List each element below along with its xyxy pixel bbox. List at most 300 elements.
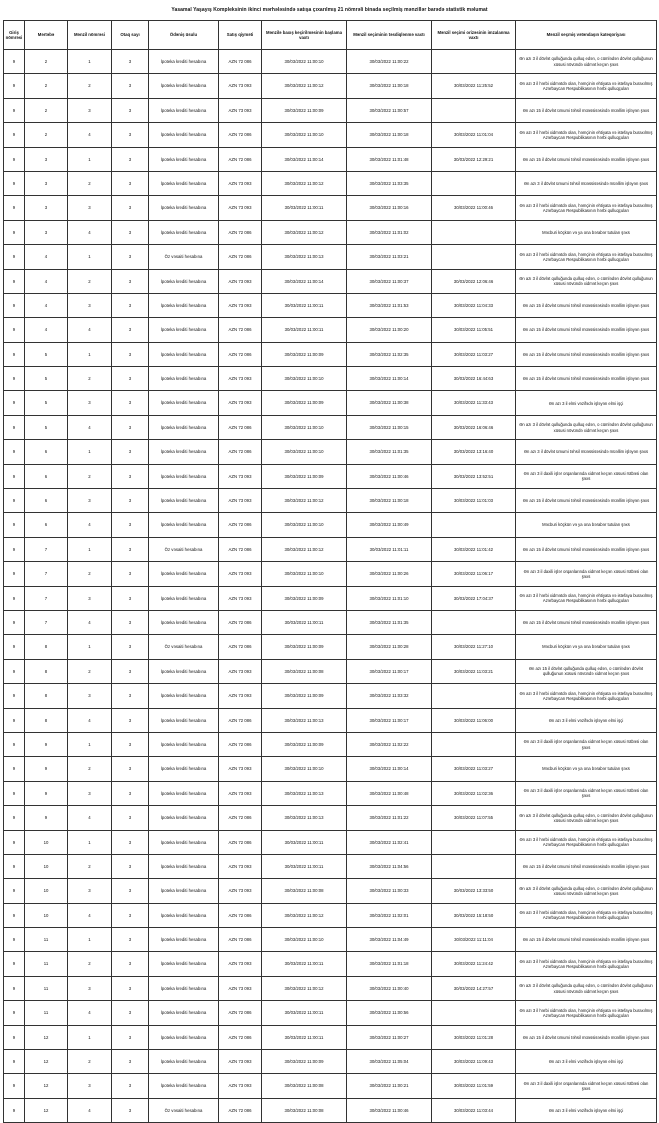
sale-price-cell: AZN 73 093 (219, 684, 262, 708)
room-count-cell: 3 (112, 513, 149, 537)
selection-confirmed-cell: 30/03/2022 11:00:48 (347, 781, 432, 805)
apartment-number-cell: 4 (68, 806, 112, 830)
viewing-start-cell: 30/03/2022 11:00:11 (262, 830, 347, 854)
citizen-category-cell: Ən azı 3 il dövlət ümumi təhsil müəssisəsində müəllim işləyən şəxs (516, 171, 657, 195)
room-count-cell: 3 (112, 74, 149, 98)
viewing-start-cell: 30/03/2022 11:00:09 (262, 464, 347, 488)
room-count-cell: 3 (112, 903, 149, 927)
application-signed-cell (432, 513, 516, 537)
table-row (4, 98, 657, 122)
selection-confirmed-cell: 30/03/2022 11:00:17 (347, 708, 432, 732)
selection-confirmed-cell: 30/03/2022 11:00:38 (347, 391, 432, 415)
table-row (4, 830, 657, 854)
apartment-number-cell: 2 (68, 171, 112, 195)
citizen-category-cell: Ən azı 3 il elmi vəzifədə işləyən elmi işçi (516, 1098, 657, 1122)
payment-method-cell: İpoteka krediti hesabına (149, 513, 219, 537)
viewing-start-cell: 30/03/2022 11:00:09 (262, 1050, 347, 1074)
table-row (4, 903, 657, 927)
selection-confirmed-cell: 30/03/2022 11:02:41 (347, 830, 432, 854)
room-count-cell: 3 (112, 1050, 149, 1074)
apartment-number-cell: 3 (68, 684, 112, 708)
application-signed-cell: 30/03/2022 11:01:28 (432, 1025, 516, 1049)
floor-cell: 10 (25, 854, 68, 878)
floor-cell: 7 (25, 537, 68, 561)
room-count-cell: 3 (112, 318, 149, 342)
viewing-start-cell: 30/03/2022 11:00:09 (262, 342, 347, 366)
selection-confirmed-cell: 30/03/2022 11:00:26 (347, 562, 432, 586)
table-row (4, 952, 657, 976)
apartment-number-cell: 2 (68, 659, 112, 683)
viewing-start-cell: 30/03/2022 11:00:13 (262, 781, 347, 805)
floor-cell: 8 (25, 684, 68, 708)
payment-method-cell: İpoteka krediti hesabına (149, 708, 219, 732)
table-row (4, 293, 657, 317)
sale-price-cell: AZN 73 093 (219, 976, 262, 1000)
floor-cell: 10 (25, 903, 68, 927)
viewing-start-cell: 30/03/2022 11:00:11 (262, 1001, 347, 1025)
floor-cell: 5 (25, 342, 68, 366)
viewing-start-cell: 30/03/2022 11:00:11 (262, 196, 347, 220)
citizen-category-cell: Ən azı 15 il dövlət ümumi təhsil müəssisəsində müəllim işləyən şəxs (516, 293, 657, 317)
citizen-category-cell: Ən azı 15 il dövlət ümumi təhsil müəssisəsində müəllim işləyən şəxs (516, 928, 657, 952)
room-count-cell: 3 (112, 732, 149, 756)
entrance-cell: 9 (4, 1025, 25, 1049)
selection-confirmed-cell: 30/03/2022 11:00:21 (347, 1074, 432, 1098)
table-row (4, 854, 657, 878)
room-count-cell: 3 (112, 293, 149, 317)
floor-cell: 4 (25, 318, 68, 342)
selection-confirmed-cell: 30/03/2022 11:00:18 (347, 74, 432, 98)
entrance-cell: 9 (4, 464, 25, 488)
room-count-cell: 3 (112, 415, 149, 439)
floor-cell: 3 (25, 171, 68, 195)
sale-price-cell: AZN 73 093 (219, 293, 262, 317)
room-count-cell: 3 (112, 171, 149, 195)
payment-method-cell: İpoteka krediti hesabına (149, 586, 219, 610)
payment-method-cell: İpoteka krediti hesabına (149, 196, 219, 220)
payment-method-cell: İpoteka krediti hesabına (149, 684, 219, 708)
viewing-start-cell: 30/03/2022 11:00:11 (262, 293, 347, 317)
sale-price-cell: AZN 72 086 (219, 1098, 262, 1122)
payment-method-cell: İpoteka krediti hesabına (149, 562, 219, 586)
apartment-number-cell: 2 (68, 854, 112, 878)
apartment-number-cell: 1 (68, 537, 112, 561)
selection-confirmed-cell: 30/03/2022 11:04:56 (347, 854, 432, 878)
selection-confirmed-cell: 30/03/2022 11:05:04 (347, 1050, 432, 1074)
header-entrance: Giriş nömrəsi (4, 21, 25, 50)
citizen-category-cell: Ən azı 3 il daxili işlər orqanlarında xidmət keçən xüsusi rütbəsi olan şəxs (516, 732, 657, 756)
apartment-number-cell: 4 (68, 318, 112, 342)
sale-price-cell: AZN 72 086 (219, 1001, 262, 1025)
selection-confirmed-cell: 30/03/2022 11:00:22 (347, 50, 432, 74)
apartment-number-cell: 4 (68, 513, 112, 537)
sale-price-cell: AZN 73 093 (219, 489, 262, 513)
application-signed-cell: 30/03/2022 11:01:04 (432, 123, 516, 147)
citizen-category-cell: Ən azı 3 il daxili işlər orqanlarında xidmət keçən xüsusi rütbəsi olan şəxs (516, 1074, 657, 1098)
citizen-category-cell: Ən azı 3 il hərbi xidmətdə olan, həmçinin ehtiyata və istefaya buraxılmış Azərbaycan Respublikasının hərbi qulluqçuları (516, 1001, 657, 1025)
application-signed-cell (432, 220, 516, 244)
table-body (4, 50, 657, 1123)
entrance-cell: 9 (4, 708, 25, 732)
viewing-start-cell: 30/03/2022 11:00:09 (262, 732, 347, 756)
floor-cell: 6 (25, 489, 68, 513)
floor-cell: 11 (25, 976, 68, 1000)
apartment-number-cell: 4 (68, 1098, 112, 1122)
viewing-start-cell: 30/03/2022 11:00:13 (262, 806, 347, 830)
viewing-start-cell: 30/03/2022 11:00:10 (262, 440, 347, 464)
sale-price-cell: AZN 72 086 (219, 830, 262, 854)
sale-price-cell: AZN 73 093 (219, 781, 262, 805)
viewing-start-cell: 30/03/2022 11:00:12 (262, 220, 347, 244)
room-count-cell: 3 (112, 98, 149, 122)
sale-price-cell: AZN 73 093 (219, 196, 262, 220)
selection-confirmed-cell: 30/03/2022 11:01:35 (347, 440, 432, 464)
entrance-cell: 9 (4, 903, 25, 927)
sale-price-cell: AZN 72 086 (219, 806, 262, 830)
entrance-cell: 9 (4, 293, 25, 317)
entrance-cell: 9 (4, 830, 25, 854)
header-room-count: Otaq sayı (112, 21, 149, 50)
apartment-number-cell: 1 (68, 245, 112, 269)
entrance-cell: 9 (4, 513, 25, 537)
application-signed-cell: 30/03/2022 11:04:33 (432, 293, 516, 317)
sale-price-cell: AZN 72 086 (219, 220, 262, 244)
application-signed-cell: 30/03/2022 11:03:21 (432, 659, 516, 683)
viewing-start-cell: 30/03/2022 11:00:12 (262, 976, 347, 1000)
room-count-cell: 3 (112, 708, 149, 732)
sale-price-cell: AZN 73 093 (219, 952, 262, 976)
header-application-signed: Mənzil seçimi orizəsinin imzalanma vaxtı (432, 21, 516, 50)
floor-cell: 3 (25, 220, 68, 244)
selection-confirmed-cell: 30/03/2022 11:00:56 (347, 1001, 432, 1025)
floor-cell: 7 (25, 586, 68, 610)
table-row (4, 147, 657, 171)
application-signed-cell: 30/03/2022 12:29:21 (432, 147, 516, 171)
table-row (4, 489, 657, 513)
header-sale-price: Satış qiyməti (219, 21, 262, 50)
apartment-number-cell: 3 (68, 391, 112, 415)
entrance-cell: 9 (4, 976, 25, 1000)
table-row (4, 928, 657, 952)
selection-confirmed-cell: 30/03/2022 11:01:11 (347, 537, 432, 561)
floor-cell: 2 (25, 74, 68, 98)
citizen-category-cell: Ən azı 15 il dövlət ümumi təhsil müəssisəsində müəllim işləyən şəxs (516, 854, 657, 878)
application-signed-cell: 30/03/2022 11:09:43 (432, 1050, 516, 1074)
payment-method-cell: İpoteka krediti hesabına (149, 952, 219, 976)
selection-confirmed-cell: 30/03/2022 11:00:28 (347, 635, 432, 659)
apartment-number-cell: 1 (68, 50, 112, 74)
citizen-category-cell: Ən azı 15 il dövlət ümumi təhsil müəssisəsində müəllim işləyən şəxs (516, 367, 657, 391)
table-row (4, 635, 657, 659)
viewing-start-cell: 30/03/2022 11:00:12 (262, 171, 347, 195)
table-row (4, 610, 657, 634)
selection-confirmed-cell: 30/03/2022 11:00:14 (347, 757, 432, 781)
payment-method-cell: İpoteka krediti hesabına (149, 74, 219, 98)
room-count-cell: 3 (112, 976, 149, 1000)
room-count-cell: 3 (112, 806, 149, 830)
entrance-cell: 9 (4, 732, 25, 756)
room-count-cell: 3 (112, 1074, 149, 1098)
citizen-category-cell: Ən azı 15 il dövlət ümumi təhsil müəssisəsində müəllim işləyən şəxs (516, 147, 657, 171)
floor-cell: 3 (25, 196, 68, 220)
payment-method-cell: İpoteka krediti hesabına (149, 269, 219, 293)
table-row (4, 123, 657, 147)
table-row (4, 220, 657, 244)
room-count-cell: 3 (112, 952, 149, 976)
entrance-cell: 9 (4, 562, 25, 586)
selection-confirmed-cell: 30/03/2022 11:00:18 (347, 123, 432, 147)
entrance-cell: 9 (4, 1074, 25, 1098)
apartment-number-cell: 4 (68, 415, 112, 439)
room-count-cell: 3 (112, 147, 149, 171)
room-count-cell: 3 (112, 342, 149, 366)
viewing-start-cell: 30/03/2022 11:00:08 (262, 1074, 347, 1098)
application-signed-cell: 30/03/2022 12:06:46 (432, 269, 516, 293)
viewing-start-cell: 30/03/2022 11:00:09 (262, 635, 347, 659)
citizen-category-cell: Ən azı 3 il elmi vəzifədə işləyən elmi işçi (516, 1050, 657, 1074)
application-signed-cell: 30/03/2022 11:00:46 (432, 196, 516, 220)
room-count-cell: 3 (112, 879, 149, 903)
apartment-number-cell: 1 (68, 440, 112, 464)
room-count-cell: 3 (112, 220, 149, 244)
payment-method-cell: İpoteka krediti hesabına (149, 415, 219, 439)
sale-price-cell: AZN 73 093 (219, 391, 262, 415)
payment-method-cell: İpoteka krediti hesabına (149, 1074, 219, 1098)
table-row (4, 659, 657, 683)
payment-method-cell: İpoteka krediti hesabına (149, 171, 219, 195)
table-row (4, 367, 657, 391)
citizen-category-cell: Ən azı 15 il dövlət ümumi təhsil müəssisəsində müəllim işləyən şəxs (516, 537, 657, 561)
table-row (4, 513, 657, 537)
selection-confirmed-cell: 30/03/2022 11:00:27 (347, 1025, 432, 1049)
viewing-start-cell: 30/03/2022 11:00:11 (262, 318, 347, 342)
table-row (4, 806, 657, 830)
table-row (4, 50, 657, 74)
floor-cell: 8 (25, 708, 68, 732)
payment-method-cell: İpoteka krediti hesabına (149, 1025, 219, 1049)
selection-confirmed-cell: 30/03/2022 11:00:20 (347, 318, 432, 342)
payment-method-cell: İpoteka krediti hesabına (149, 440, 219, 464)
viewing-start-cell: 30/03/2022 11:00:14 (262, 147, 347, 171)
table-row (4, 269, 657, 293)
room-count-cell: 3 (112, 586, 149, 610)
citizen-category-cell: Ən azı 15 il dövlət qulluğunda qulluq edən, o cümlədən dövlət qulluğunun xüsusi növündə xidmət keçən şəxs (516, 659, 657, 683)
floor-cell: 4 (25, 245, 68, 269)
citizen-category-cell: Ən azı 3 il hərbi xidmətdə olan, həmçinin ehtiyata və istefaya buraxılmış Azərbaycan Respublikasının hərbi qulluqçuları (516, 684, 657, 708)
sale-price-cell: AZN 72 086 (219, 610, 262, 634)
viewing-start-cell: 30/03/2022 11:00:10 (262, 367, 347, 391)
viewing-start-cell: 30/03/2022 11:00:10 (262, 513, 347, 537)
entrance-cell: 9 (4, 610, 25, 634)
payment-method-cell: İpoteka krediti hesabına (149, 903, 219, 927)
application-signed-cell (432, 830, 516, 854)
application-signed-cell: 30/03/2022 11:02:36 (432, 781, 516, 805)
apartment-number-cell: 2 (68, 367, 112, 391)
payment-method-cell: İpoteka krediti hesabına (149, 318, 219, 342)
entrance-cell: 9 (4, 781, 25, 805)
viewing-start-cell: 30/03/2022 11:00:08 (262, 879, 347, 903)
floor-cell: 9 (25, 732, 68, 756)
sale-price-cell: AZN 73 093 (219, 1050, 262, 1074)
entrance-cell: 9 (4, 50, 25, 74)
application-signed-cell: 30/03/2022 15:18:50 (432, 903, 516, 927)
apartment-number-cell: 1 (68, 635, 112, 659)
viewing-start-cell: 30/03/2022 11:00:11 (262, 854, 347, 878)
application-signed-cell: 30/03/2022 11:33:43 (432, 391, 516, 415)
room-count-cell: 3 (112, 196, 149, 220)
apartment-number-cell: 3 (68, 293, 112, 317)
table-row (4, 1098, 657, 1122)
table-row (4, 1074, 657, 1098)
floor-cell: 6 (25, 513, 68, 537)
citizen-category-cell: Ən azı 3 il daxili işlər orqanlarında xidmət keçən xüsusi rütbəsi olan şəxs (516, 781, 657, 805)
viewing-start-cell: 30/03/2022 11:00:09 (262, 98, 347, 122)
sale-price-cell: AZN 73 093 (219, 854, 262, 878)
floor-cell: 8 (25, 659, 68, 683)
table-row (4, 757, 657, 781)
apartment-number-cell: 2 (68, 74, 112, 98)
application-signed-cell: 30/03/2022 11:01:03 (432, 489, 516, 513)
selection-confirmed-cell: 30/03/2022 11:00:57 (347, 98, 432, 122)
selection-confirmed-cell: 30/03/2022 11:01:22 (347, 806, 432, 830)
application-signed-cell: 30/03/2022 11:11:04 (432, 928, 516, 952)
sale-price-cell: AZN 72 086 (219, 50, 262, 74)
payment-method-cell: İpoteka krediti hesabına (149, 659, 219, 683)
citizen-category-cell: Ən azı 15 il dövlət ümumi təhsil müəssisəsində müəllim işləyən şəxs (516, 318, 657, 342)
entrance-cell: 9 (4, 1050, 25, 1074)
entrance-cell: 9 (4, 269, 25, 293)
apartment-number-cell: 4 (68, 1001, 112, 1025)
floor-cell: 2 (25, 98, 68, 122)
sale-price-cell: AZN 73 093 (219, 586, 262, 610)
application-signed-cell: 30/03/2022 13:33:50 (432, 879, 516, 903)
citizen-category-cell: Ən azı 3 il hərbi xidmətdə olan, həmçinin ehtiyata və istefaya buraxılmış Azərbaycan Respublikasının hərbi qulluqçuları (516, 196, 657, 220)
sale-price-cell: AZN 73 093 (219, 98, 262, 122)
entrance-cell: 9 (4, 342, 25, 366)
application-signed-cell (432, 50, 516, 74)
room-count-cell: 3 (112, 123, 149, 147)
apartment-number-cell: 1 (68, 342, 112, 366)
citizen-category-cell: Məcburi köçkün və ya ona bərabər tutulan şəxs (516, 513, 657, 537)
payment-method-cell: İpoteka krediti hesabına (149, 464, 219, 488)
floor-cell: 9 (25, 781, 68, 805)
selection-confirmed-cell: 30/03/2022 11:00:33 (347, 879, 432, 903)
table-row (4, 732, 657, 756)
document-title: Yasamal Yaşayış Kompleksinin ikinci mərhələsində satışa çıxarılmış 21 nömrəli binada seçilmiş mənzillər barədə statistik məlumat (171, 7, 488, 13)
payment-method-cell: İpoteka krediti hesabına (149, 1050, 219, 1074)
viewing-start-cell: 30/03/2022 11:00:10 (262, 50, 347, 74)
room-count-cell: 3 (112, 1025, 149, 1049)
sale-price-cell: AZN 72 086 (219, 635, 262, 659)
entrance-cell: 9 (4, 1001, 25, 1025)
entrance-cell: 9 (4, 952, 25, 976)
sale-price-cell: AZN 72 086 (219, 537, 262, 561)
room-count-cell: 3 (112, 440, 149, 464)
table-row (4, 464, 657, 488)
sale-price-cell: AZN 73 093 (219, 659, 262, 683)
application-signed-cell (432, 245, 516, 269)
application-signed-cell (432, 171, 516, 195)
table-row (4, 196, 657, 220)
citizen-category-cell: Ən azı 3 il hərbi xidmətdə olan, həmçinin ehtiyata və istefaya buraxılmış Azərbaycan Respublikasının hərbi qulluqçuları (516, 123, 657, 147)
viewing-start-cell: 30/03/2022 11:00:11 (262, 952, 347, 976)
citizen-category-cell: Ən azı 3 il hərbi xidmətdə olan, həmçinin ehtiyata və istefaya buraxılmış Azərbaycan Respublikasının hərbi qulluqçuları (516, 245, 657, 269)
floor-cell: 6 (25, 464, 68, 488)
table-row (4, 586, 657, 610)
floor-cell: 12 (25, 1074, 68, 1098)
sale-price-cell: AZN 73 093 (219, 757, 262, 781)
floor-cell: 10 (25, 879, 68, 903)
apartment-number-cell: 2 (68, 269, 112, 293)
entrance-cell: 9 (4, 854, 25, 878)
entrance-cell: 9 (4, 415, 25, 439)
sale-price-cell: AZN 72 086 (219, 147, 262, 171)
entrance-cell: 9 (4, 123, 25, 147)
citizen-category-cell: Ən azı 3 il dövlət qulluğunda qulluq edən, o cümlədən dövlət qulluğunun xüsusi növündə xidmət keçən şəxs (516, 976, 657, 1000)
floor-cell: 12 (25, 1050, 68, 1074)
room-count-cell: 3 (112, 464, 149, 488)
apartment-number-cell: 1 (68, 830, 112, 854)
viewing-start-cell: 30/03/2022 11:00:09 (262, 684, 347, 708)
payment-method-cell: İpoteka krediti hesabına (149, 489, 219, 513)
entrance-cell: 9 (4, 537, 25, 561)
viewing-start-cell: 30/03/2022 11:00:11 (262, 610, 347, 634)
floor-cell: 5 (25, 367, 68, 391)
floor-cell: 11 (25, 1001, 68, 1025)
citizen-category-cell: Ən azı 3 il hərbi xidmətdə olan, həmçinin ehtiyata və istefaya buraxılmış Azərbaycan Respublikasının hərbi qulluqçuları (516, 586, 657, 610)
citizen-category-cell: Məcburi köçkün və ya ona bərabər tutulan şəxs (516, 220, 657, 244)
room-count-cell: 3 (112, 269, 149, 293)
application-signed-cell: 30/03/2022 13:52:51 (432, 464, 516, 488)
application-signed-cell: 30/03/2022 11:01:42 (432, 537, 516, 561)
selection-confirmed-cell: 30/03/2022 11:01:10 (347, 586, 432, 610)
selection-confirmed-cell: 30/03/2022 11:00:14 (347, 367, 432, 391)
room-count-cell: 3 (112, 489, 149, 513)
application-signed-cell (432, 98, 516, 122)
floor-cell: 8 (25, 635, 68, 659)
payment-method-cell: İpoteka krediti hesabına (149, 98, 219, 122)
viewing-start-cell: 30/03/2022 11:00:10 (262, 928, 347, 952)
sale-price-cell: AZN 73 093 (219, 74, 262, 98)
citizen-category-cell: Ən azı 3 il dövlət qulluğunda qulluq edən, o cümlədən dövlət qulluğunun xüsusi növündə xidmət keçən şəxs (516, 415, 657, 439)
room-count-cell: 3 (112, 659, 149, 683)
room-count-cell: 3 (112, 635, 149, 659)
entrance-cell: 9 (4, 245, 25, 269)
viewing-start-cell: 30/03/2022 11:00:14 (262, 269, 347, 293)
payment-method-cell: İpoteka krediti hesabına (149, 976, 219, 1000)
entrance-cell: 9 (4, 635, 25, 659)
payment-method-cell: İpoteka krediti hesabına (149, 854, 219, 878)
sale-price-cell: AZN 72 086 (219, 732, 262, 756)
entrance-cell: 9 (4, 757, 25, 781)
application-signed-cell (432, 610, 516, 634)
header-viewing-start: Mənzilə baxış keçirilməsinin başlama vaxtı (262, 21, 347, 50)
apartment-number-cell: 3 (68, 196, 112, 220)
entrance-cell: 9 (4, 489, 25, 513)
payment-method-cell: İpoteka krediti hesabına (149, 220, 219, 244)
viewing-start-cell: 30/03/2022 11:00:12 (262, 537, 347, 561)
apartment-number-cell: 2 (68, 464, 112, 488)
payment-method-cell: İpoteka krediti hesabına (149, 293, 219, 317)
table-header-row (4, 21, 657, 50)
table-row (4, 976, 657, 1000)
sale-price-cell: AZN 72 086 (219, 440, 262, 464)
selection-confirmed-cell: 30/03/2022 11:02:22 (347, 732, 432, 756)
selection-confirmed-cell: 30/03/2022 11:01:48 (347, 147, 432, 171)
sale-price-cell: AZN 73 093 (219, 171, 262, 195)
payment-method-cell: Öz vəsaiti hesabına (149, 635, 219, 659)
entrance-cell: 9 (4, 806, 25, 830)
